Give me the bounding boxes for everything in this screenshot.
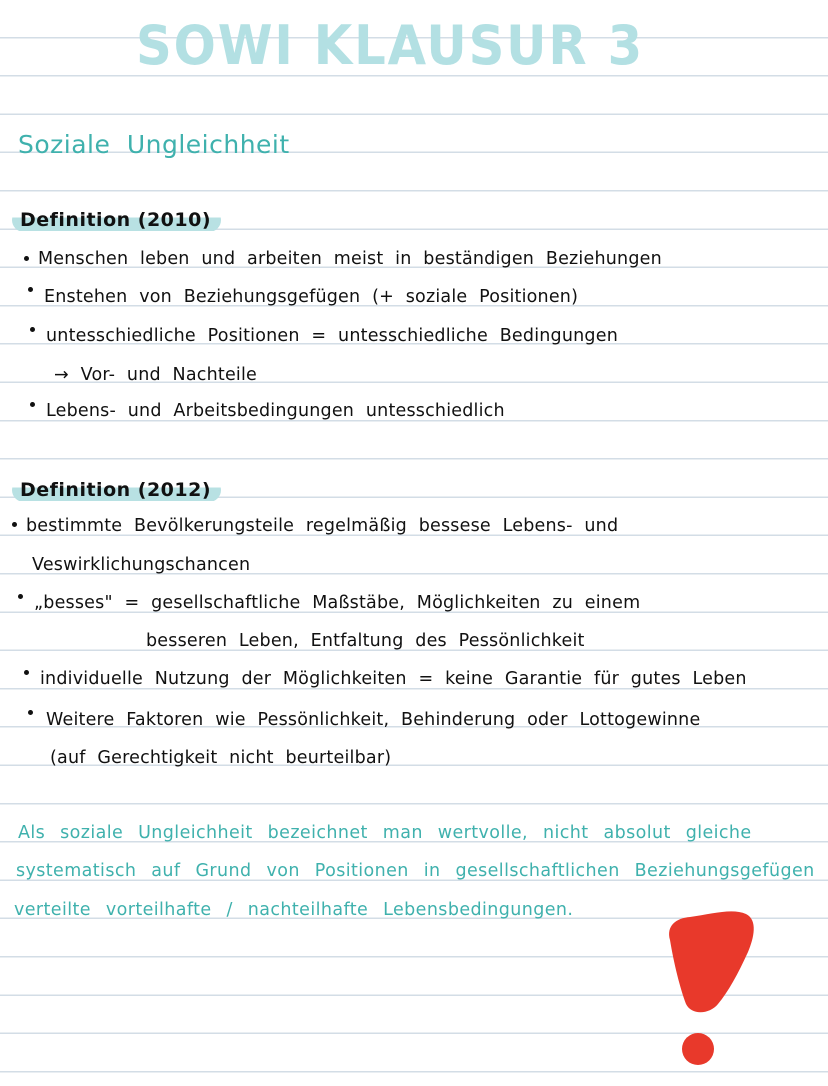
bullet-icon xyxy=(30,327,35,332)
summary-line-3: verteilte vorteilhafte / nachteilhafte Lebensbedingungen. xyxy=(14,900,574,920)
definition-2010-line-5: Lebens- und Arbeitsbedingungen untesschiedlich xyxy=(46,401,505,421)
bullet-icon xyxy=(24,670,29,675)
definition-2010-line-1: Menschen leben und arbeiten meist in beständigen Beziehungen xyxy=(38,249,662,269)
bullet-icon xyxy=(24,256,29,261)
definition-2012-line-2: Veswirklichungschancen xyxy=(32,555,251,575)
definition-2012-line-3: „besses" = gesellschaftliche Maßstäbe, Möglichkeiten zu einem xyxy=(34,593,641,613)
definition-2012-heading: Definition (2012) xyxy=(12,478,221,502)
definition-2010-line-4: → Vor- und Nachteile xyxy=(54,365,257,385)
bullet-icon xyxy=(28,710,33,715)
summary-line-1: Als soziale Ungleichheit bezeichnet man wertvolle, nicht absolut gleiche xyxy=(18,823,752,843)
definition-2010-line-2: Enstehen von Beziehungsgefügen (+ soziale Positionen) xyxy=(44,287,579,307)
definition-2012-line-1: bestimmte Bevölkerungsteile regelmäßig bessese Lebens- und xyxy=(26,516,619,536)
bullet-icon xyxy=(12,522,17,527)
definition-2012-line-4: besseren Leben, Entfaltung des Pessönlichkeit xyxy=(146,631,585,651)
definition-2010-heading: Definition (2010) xyxy=(12,208,221,232)
bullet-icon xyxy=(28,287,33,292)
summary-line-2: systematisch auf Grund von Positionen in gesellschaftlichen Beziehungsgefügen xyxy=(16,861,815,881)
definition-2012-line-5: individuelle Nutzung der Möglichkeiten = keine Garantie für gutes Leben xyxy=(40,669,747,689)
bullet-icon xyxy=(30,402,35,407)
bullet-icon xyxy=(18,594,23,599)
definition-2010-line-3: untesschiedliche Positionen = untesschiedliche Bedingungen xyxy=(46,326,618,346)
definition-2012-line-6: Weitere Faktoren wie Pessönlichkeit, Behinderung oder Lottogewinne xyxy=(46,710,701,730)
page-title: SOWI KLAUSUR 3 xyxy=(136,14,645,77)
topic-heading: Soziale Ungleichheit xyxy=(18,130,290,159)
definition-2012-line-7: (auf Gerechtigkeit nicht beurteilbar) xyxy=(50,748,392,768)
exclamation-mark-icon xyxy=(662,908,758,1068)
